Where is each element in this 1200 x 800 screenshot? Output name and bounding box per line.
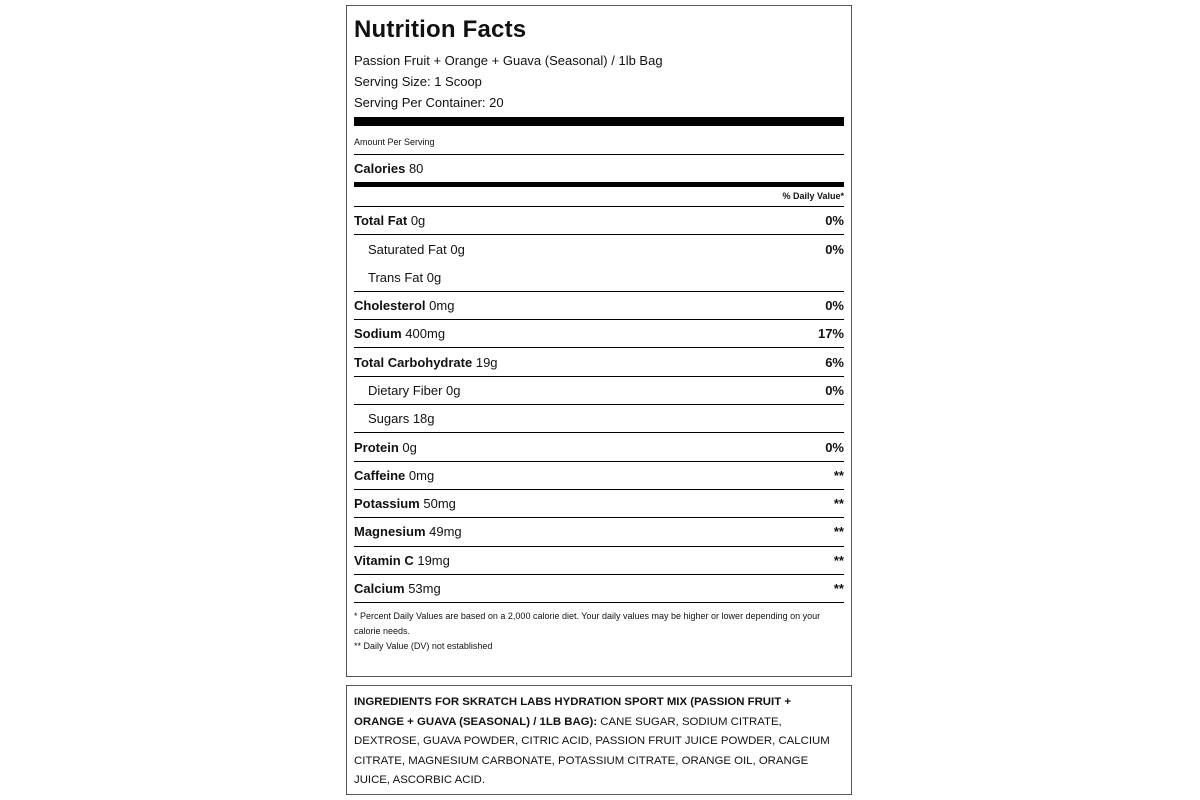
nutrient-amount: 49mg <box>429 524 462 540</box>
nutrient-row-total-fat <box>354 207 844 235</box>
nutrient-dv: ** <box>833 552 844 568</box>
amount-per-serving: Amount Per Serving <box>354 136 844 155</box>
nutrient-dv: ** <box>833 496 844 512</box>
nutrient-row-trans-fat <box>354 264 844 292</box>
nutrient-name: Trans Fat <box>368 269 424 285</box>
nutrient-row-potassium <box>354 490 844 518</box>
calories-label: Calories <box>354 161 406 176</box>
nutrient-row-vitamin-c <box>354 547 844 575</box>
ingredients-list: CANE SUGAR, SODIUM CITRATE, DEXTROSE, GUAVA POWDER, CITRIC ACID, PASSION FRUIT JUICE POWDER, CALCIUM CITRATE, MAGNESIUM CARBONATE, POTASSIUM CITRATE, ORANGE OIL, ORANGE JUICE, ASCORBIC ACID. <box>354 715 830 786</box>
nutrient-row-protein <box>354 433 844 461</box>
nutrient-row-sugars <box>354 405 844 433</box>
calories-value: 80 <box>408 161 424 176</box>
footnotes <box>354 609 844 654</box>
nutrient-dv: 0% <box>825 382 844 398</box>
nutrient-amount: 0mg <box>429 298 455 314</box>
footnote-daily-values: * Percent Daily Values are based on a 2,000 calorie diet. Your daily values may be higher or lower depending on your calorie needs. <box>354 611 821 637</box>
nutrient-amount: 0g <box>450 241 465 257</box>
nutrient-amount: 53mg <box>408 581 441 596</box>
nutrient-amount: 0mg <box>408 467 435 483</box>
footnote-dv-not-established: ** Daily Value (DV) not established <box>354 641 493 652</box>
nutrient-row-calcium <box>354 575 844 603</box>
nutrient-name: Cholesterol <box>354 298 426 314</box>
label-title: Nutrition Facts <box>354 16 527 43</box>
ingredients-box <box>346 685 852 795</box>
nutrient-amount: 0g <box>446 382 461 398</box>
nutrient-name: Caffeine <box>354 467 406 483</box>
nutrient-amount: 0g <box>410 213 426 229</box>
serving-size: Serving Size: 1 Scoop <box>354 74 482 89</box>
nutrient-name: Protein <box>354 439 399 455</box>
nutrient-row-dietary-fiber <box>354 377 844 405</box>
nutrient-amount: 0g <box>402 439 417 455</box>
nutrient-name: Total Carbohydrate <box>354 354 473 370</box>
thick-divider <box>354 117 844 126</box>
nutrient-row-sodium <box>354 320 844 348</box>
nutrient-amount: 18g <box>412 411 435 427</box>
nutrient-name: Calcium <box>354 581 405 596</box>
nutrient-name: Sodium <box>354 326 402 342</box>
nutrient-dv: 0% <box>825 439 844 455</box>
nutrient-amount: 19g <box>475 354 498 370</box>
nutrient-name: Magnesium <box>354 524 426 540</box>
nutrient-amount: 19mg <box>417 552 450 568</box>
daily-value-header: % Daily Value* <box>354 187 844 207</box>
nutrient-name: Sugars <box>368 411 410 427</box>
nutrient-name: Dietary Fiber <box>368 382 443 398</box>
servings-per-container: Serving Per Container: 20 <box>354 95 504 110</box>
nutrient-row-cholesterol <box>354 292 844 320</box>
nutrient-row-total-carbohydrate <box>354 348 844 376</box>
nutrient-dv: 0% <box>825 241 844 257</box>
nutrient-name: Potassium <box>354 496 420 512</box>
nutrient-amount: 400mg <box>405 326 446 342</box>
ingredients-heading: INGREDIENTS FOR SKRATCH LABS HYDRATION SPORT MIX (PASSION FRUIT + ORANGE + GUAVA (SEASONAL) / 1LB BAG): <box>354 696 791 728</box>
nutrient-row-caffeine <box>354 462 844 490</box>
nutrient-row-saturated-fat <box>354 235 844 263</box>
nutrient-dv: 17% <box>817 326 844 342</box>
nutrient-dv: 0% <box>825 213 844 229</box>
nutrient-dv: ** <box>833 467 844 483</box>
nutrient-dv: ** <box>833 581 844 596</box>
nutrition-facts-label <box>346 5 852 677</box>
product-name: Passion Fruit + Orange + Guava (Seasonal) / 1lb Bag <box>354 53 663 68</box>
nutrient-amount: 0g <box>426 269 442 285</box>
nutrient-amount: 50mg <box>423 496 456 512</box>
nutrient-row-magnesium <box>354 518 844 546</box>
nutrient-dv: 0% <box>825 298 844 314</box>
nutrient-name: Saturated Fat <box>368 241 447 257</box>
nutrient-dv: 6% <box>825 354 844 370</box>
nutrient-dv: ** <box>833 524 844 540</box>
calories-row <box>354 155 844 182</box>
nutrient-name: Total Fat <box>354 213 408 229</box>
nutrient-name: Vitamin C <box>354 552 414 568</box>
